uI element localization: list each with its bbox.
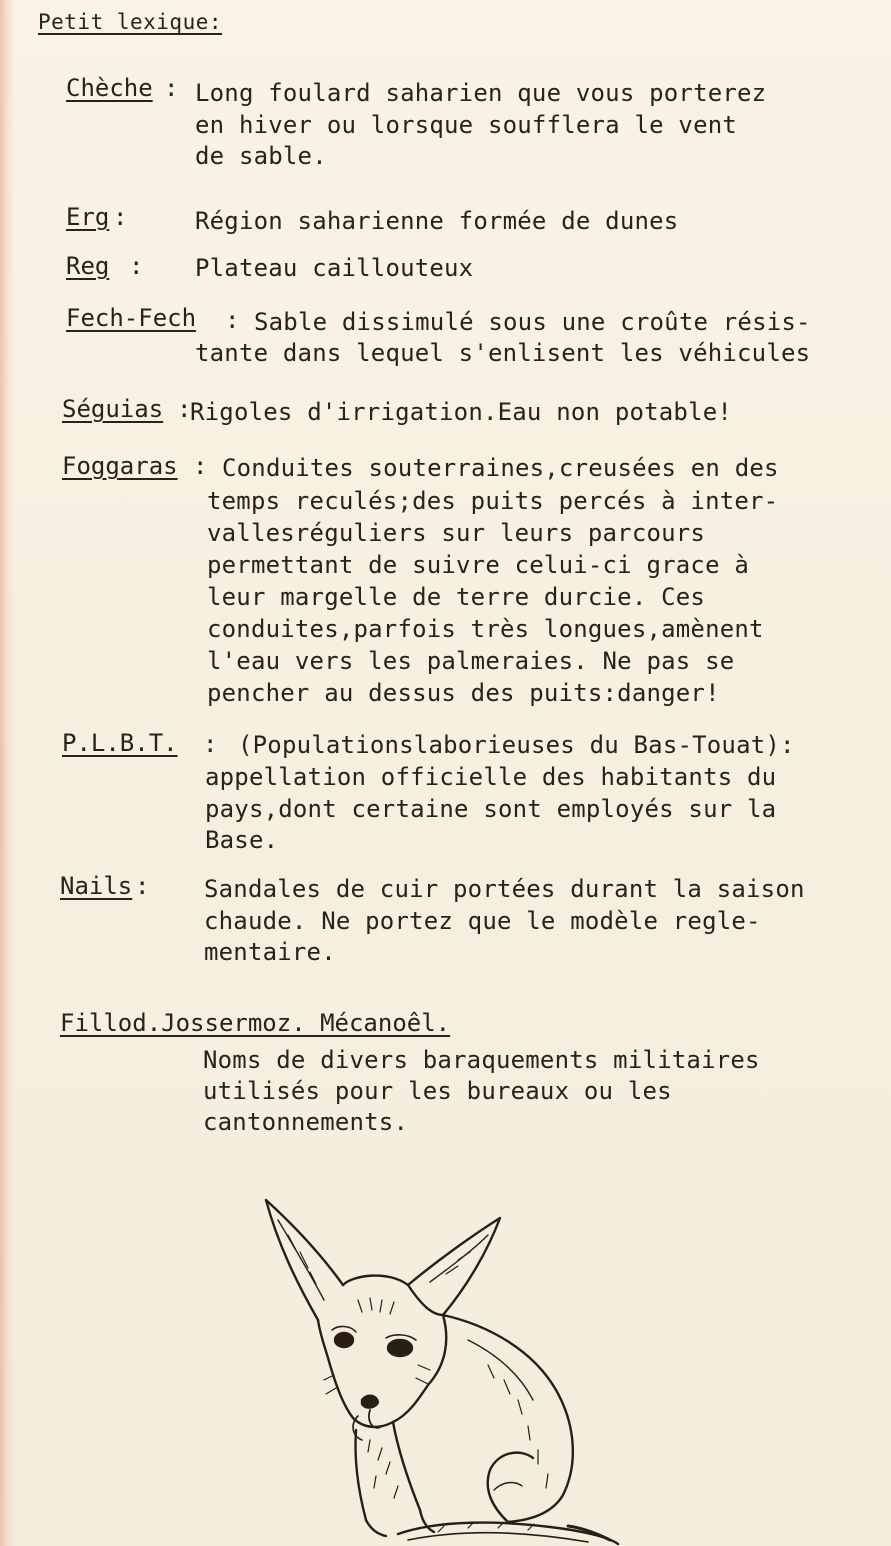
term-foggaras: Foggaras xyxy=(62,452,178,480)
term-separator: : xyxy=(193,452,208,480)
definition-nails: Sandales de cuir portées durant la saison chaude. Ne portez que le modèle regle- mentaire. xyxy=(204,875,805,966)
nose xyxy=(362,1396,378,1408)
term-erg: Erg xyxy=(66,203,110,231)
definition-fech-fech-cont: tante dans lequel s'enlisent les véhicules xyxy=(195,339,811,367)
term-separator: : xyxy=(177,395,192,423)
term-plbt: P.L.B.T. xyxy=(62,729,178,757)
definition-baraquements: Noms de divers baraquements militaires utilisés pour les bureaux ou les cantonnements. xyxy=(203,1046,760,1136)
term-separator: : xyxy=(129,252,144,280)
fennec-fox-illustration xyxy=(258,1190,623,1546)
term-separator: : xyxy=(135,872,150,900)
hind-leg xyxy=(488,1453,533,1522)
term-fech-fech: Fech-Fech xyxy=(66,304,197,332)
term-baraquements: Fillod.Jossermoz. Mécanoêl. xyxy=(60,1009,451,1037)
page-title: Petit lexique: xyxy=(38,10,223,34)
definition-cheche: Long foulard saharien que vous porterez en hiver ou lorsque soufflera le vent de sable. xyxy=(195,79,767,170)
head xyxy=(318,1276,446,1427)
term-seguias: Séguias xyxy=(62,395,164,423)
definition-plbt-cont: appellation officielle des habitants du pays,dont certaine sont employés sur la Base. xyxy=(205,763,777,854)
term-cheche: Chèche xyxy=(66,74,153,102)
chest xyxy=(393,1422,420,1510)
term-separator: : xyxy=(203,730,218,758)
definition-fech-fech: Sable dissimulé sous une croûte résis- xyxy=(254,308,811,336)
term-separator: : xyxy=(225,306,240,334)
body xyxy=(443,1315,573,1522)
definition-foggaras: Conduites souterraines,creusées en des xyxy=(222,454,779,482)
paper-edge xyxy=(0,0,14,1546)
definition-reg: Plateau caillouteux xyxy=(195,254,474,282)
definition-plbt: (Populationslaborieuses du Bas-Touat): xyxy=(238,731,795,759)
term-separator: : xyxy=(113,203,128,231)
right-ear xyxy=(408,1218,500,1315)
left-eye xyxy=(335,1333,353,1347)
term-reg: Reg xyxy=(66,252,110,280)
definition-seguias: Rigoles d'irrigation.Eau non potable! xyxy=(190,398,733,426)
term-separator: : xyxy=(164,74,179,102)
definition-erg: Région saharienne formée de dunes xyxy=(195,207,679,235)
definition-foggaras-cont: temps reculés;des puits percés à inter- vallesréguliers sur leurs parcours permettant de suivre celui-ci grace à leur margelle de terre durcie. Ces conduites,parfois très longues,amènent l'eau vers les palmeraies. Ne pas se pencher au dessus des puits:danger! xyxy=(207,487,779,707)
right-eye xyxy=(388,1340,412,1356)
term-nails: Nails xyxy=(60,872,133,900)
